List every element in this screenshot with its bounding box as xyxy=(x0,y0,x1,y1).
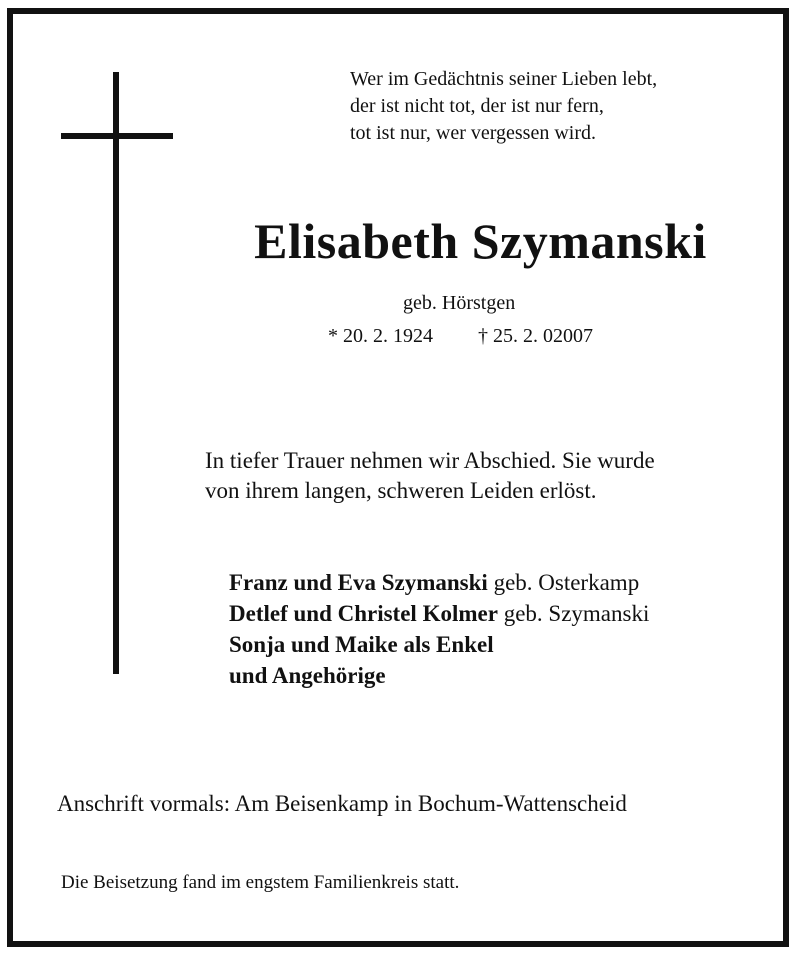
mourner-name: Detlef und Christel Kolmer xyxy=(229,601,498,626)
burial-note: Die Beisetzung fand im engstem Familienkreis statt. xyxy=(61,872,460,893)
mourners-list xyxy=(229,567,649,691)
mourner-name: und Angehörige xyxy=(229,663,386,688)
cross-icon-bar xyxy=(61,133,173,139)
mourner-note: geb. Osterkamp xyxy=(487,570,640,595)
quote-line: der ist nicht tot, der ist nur fern, xyxy=(350,95,604,117)
mourner-entry xyxy=(229,598,649,629)
maiden-name: geb. Hörstgen xyxy=(403,292,516,314)
mourner-entry xyxy=(229,629,649,660)
mourning-message xyxy=(205,446,655,506)
cross-icon xyxy=(113,72,119,674)
former-address: Anschrift vormals: Am Beisenkamp in Bochum-Wattenscheid xyxy=(57,791,627,816)
mourner-note: geb. Szymanski xyxy=(497,601,650,626)
obituary-frame xyxy=(7,8,789,947)
life-dates xyxy=(328,325,593,348)
message-line: von ihrem langen, schweren Leiden erlöst. xyxy=(205,478,597,503)
birth-date: * 20. 2. 1924 xyxy=(328,325,433,347)
message-line: In tiefer Trauer nehmen wir Abschied. Sie wurde xyxy=(205,448,655,473)
death-date: † 25. 2. 02007 xyxy=(478,325,593,347)
mourner-name: Sonja und Maike als Enkel xyxy=(229,632,494,657)
mourner-entry xyxy=(229,567,649,598)
deceased-name: Elisabeth Szymanski xyxy=(254,213,707,269)
quote-line: Wer im Gedächtnis seiner Lieben lebt, xyxy=(350,68,658,90)
mourner-entry xyxy=(229,660,649,691)
memorial-quote xyxy=(350,66,657,147)
quote-line: tot ist nur, wer vergessen wird. xyxy=(350,122,597,144)
mourner-name: Franz und Eva Szymanski xyxy=(229,570,488,595)
